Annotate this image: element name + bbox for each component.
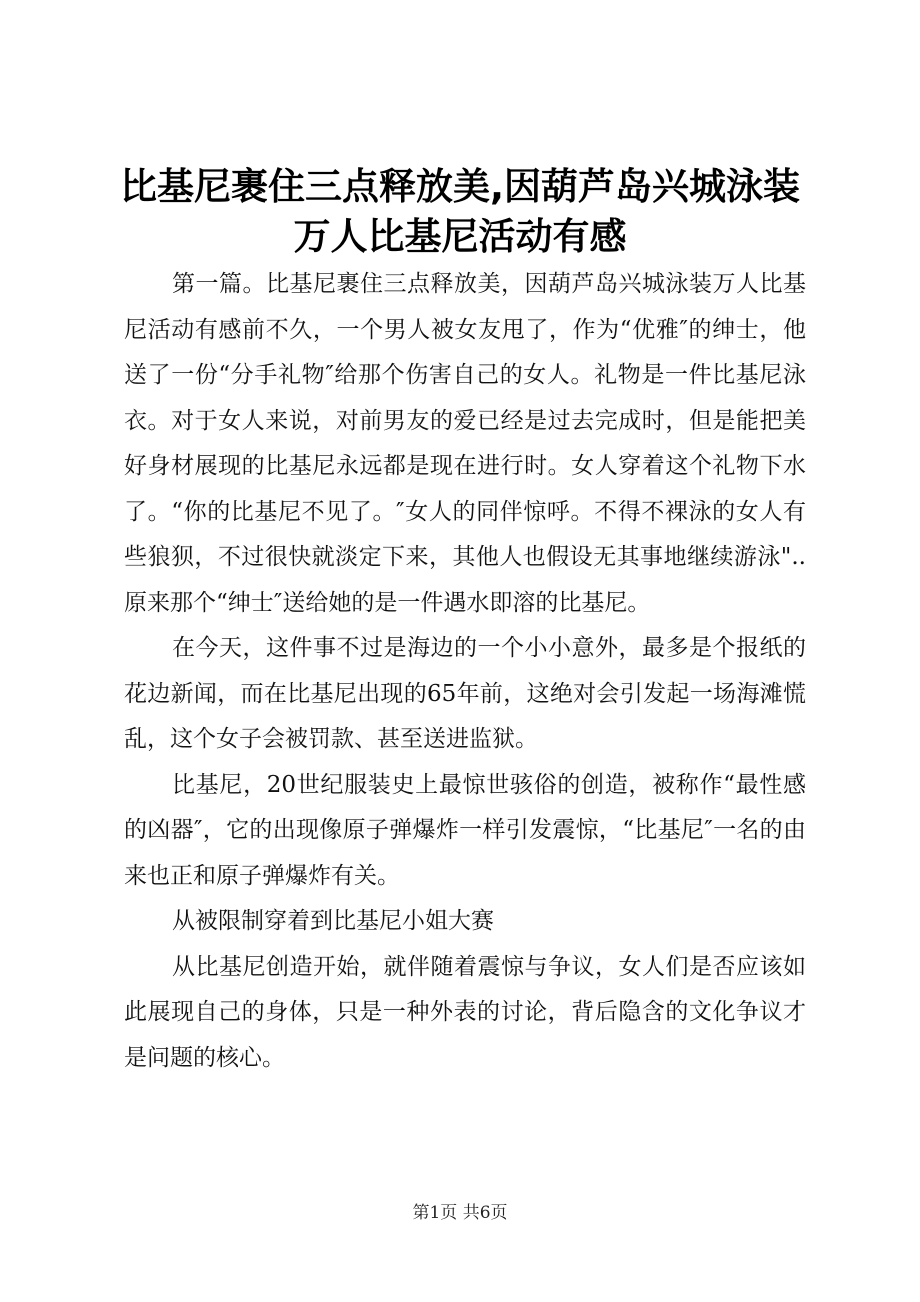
paragraph-4: 从比基尼创造开始，就伴随着震惊与争议，女人们是否应该如此展现自己的身体，只是一种外表的讨论，背后隐含的文化争议才是问题的核心。 [124,953,806,1071]
paragraph-3: 比基尼，20世纪服装史上最惊世骇俗的创造，被称作“最性感的凶器″，它的出现像原子弹爆炸一样引发震惊，“比基尼″一名的由来也正和原子弹爆炸有关。 [124,771,806,889]
document-body [124,262,806,1081]
section-heading: 从被限制穿着到比基尼小姐大赛 [172,908,494,934]
paragraph-1: 第一篇。比基尼裹住三点释放美，因葫芦岛兴城泳装万人比基尼活动有感前不久，一个男人被女友甩了，作为“优雅″的绅士，他送了一份“分手礼物″给那个伤害自己的女人。礼物是一件比基尼泳衣。对于女人来说，对前男友的爱已经是过去完成时，但是能把美好身材展现的比基尼永远都是现在进行时。女人穿着这个礼物下水了。“你的比基尼不见了。″女人的同伴惊呼。不得不裸泳的女人有些狼狈，不过很快就淡定下来，其他人也假设无其事地继续游泳"..原来那个“绅士″送给她的是一件遇水即溶的比基尼。 [124,271,806,616]
page-number-footer: 第1页 共6页 [412,1203,508,1223]
paragraph-2: 在今天，这件事不过是海边的一个小小意外，最多是个报纸的花边新闻，而在比基尼出现的65年前，这绝对会引发起一场海滩慌乱，这个女子会被罚款、甚至送进监狱。 [124,635,806,752]
document-title: 比基尼裹住三点释放美,因葫芦岛兴城泳装万人比基尼活动有感 [119,165,801,258]
